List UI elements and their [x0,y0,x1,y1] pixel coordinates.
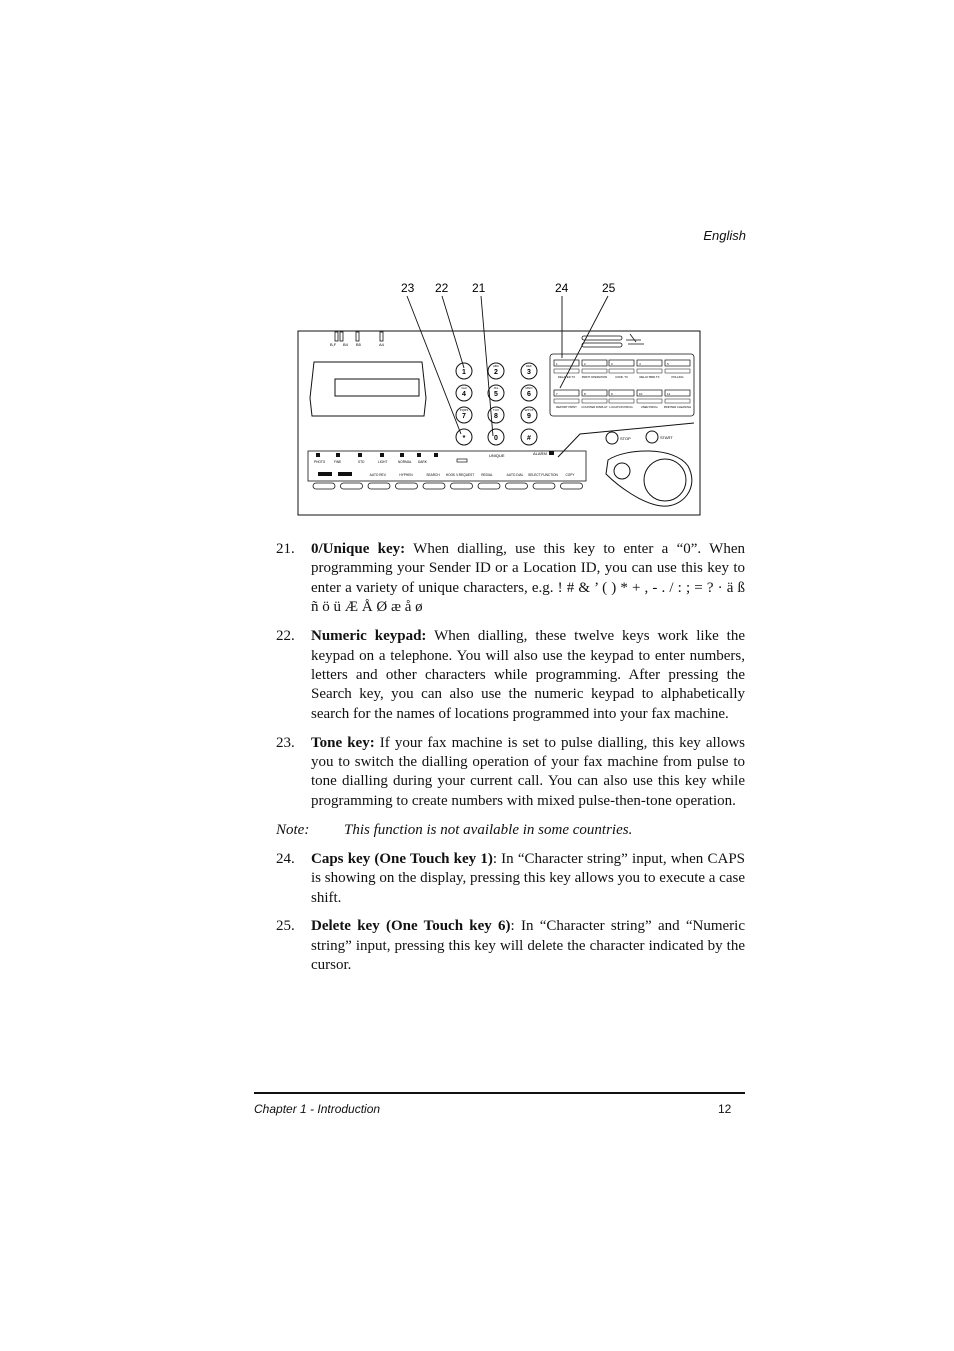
document-feed-roller [644,459,686,501]
numeric-keypad [456,363,537,462]
note [276,821,745,840]
one-touch-key[interactable] [609,390,634,396]
paper-size-indicators [335,332,383,341]
mode-led [417,453,421,457]
one-touch-key-number: 8 [584,392,586,396]
item-text [311,850,745,908]
one-touch-key-number: 2 [584,362,586,366]
lcd-display-housing [310,362,426,416]
one-touch-key-number: 3 [611,362,613,366]
start-label: START [660,435,673,440]
panel-outline [298,331,700,515]
lcd-display-window [335,379,419,396]
note-text: This function is not available in some countries. [344,821,633,838]
list-item-24 [276,850,745,908]
keypad-key-digit: 4 [462,391,466,398]
item-title: Caps key (One Touch key 1) [311,850,493,867]
function-key[interactable] [506,483,528,489]
mode-led [434,453,438,457]
function-key[interactable] [478,483,500,489]
one-touch-label-strip [554,399,579,403]
one-touch-key-number: 4 [639,362,641,366]
stop-button[interactable] [606,432,618,444]
brand-logo [582,334,644,347]
mode-label: LIGHT [378,460,388,464]
keypad-key-digit: 5 [494,391,498,398]
function-key-label: AUTO REV. [369,473,387,477]
footer-chapter: Chapter 1 - Introduction [254,1102,381,1116]
resolution-bar [338,472,352,476]
one-touch-function-label: USER PROG. [640,405,659,409]
function-key-label: SEARCH [426,473,440,477]
list-item-23 [276,734,745,812]
list-item-22 [276,627,745,724]
one-touch-key-number: 7 [556,392,558,396]
mode-led [316,453,320,457]
callout-23: 23 [401,281,415,295]
keypad-key-letters: PQRS [459,408,469,412]
list-item-25 [276,917,745,975]
item-text [311,540,745,618]
mode-label: NORMAL [398,460,412,464]
one-touch-key-number: 10 [639,392,643,396]
item-title: 0/Unique key: [311,541,406,557]
function-key-label: HYPHEN [399,473,413,477]
one-touch-label-strip [665,399,690,403]
one-touch-label-strip [609,399,634,403]
function-key-label: AUTO DIAL [506,473,524,477]
item-text [311,627,745,724]
keypad-key-letters: ABC [492,364,500,368]
footer-page-number: 12 [718,1102,732,1116]
mode-label: PHOTO [314,460,326,464]
resolution-bar [318,472,332,476]
function-key-label: REDIAL [481,473,493,477]
one-touch-key-number: 1 [556,362,558,366]
keypad-key-digit: 1 [462,369,466,376]
one-touch-key[interactable] [609,360,634,366]
keypad-key-digit: 7 [462,413,466,420]
one-touch-key[interactable] [554,360,579,366]
function-key[interactable] [533,483,555,489]
item-number: 25. [276,918,295,935]
keypad-key-digit: 9 [527,413,531,420]
control-panel-diagram [296,276,702,518]
callout-21: 21 [472,281,486,295]
mode-led [336,453,340,457]
item-description: : In “Character string” input, when CAPS is showing on the display, pressing this key allows you to execute a case shift. [311,850,745,906]
item-number: 21. [276,541,295,557]
one-touch-label-strip [637,399,662,403]
one-touch-key[interactable] [582,390,607,396]
keypad-key-letters: TUV [493,408,499,412]
callout-24: 24 [555,281,569,295]
one-touch-function-label: COUNTER DISPLAY [581,405,608,409]
item-text [311,917,745,975]
function-key-label: HOOK V.REQUEST [445,473,475,477]
one-touch-function-label: REPORT PRINT [556,405,577,409]
one-touch-label-strip [554,369,579,373]
one-touch-label-strip [637,369,662,373]
item-number: 23. [276,734,295,751]
function-key[interactable] [396,483,418,489]
item-description: When dialling, these twelve keys work like the keypad on a telephone. You will also use the keypad to enter numbers, letters and other characters while programming. After pressing the Search key, you can also use the numeric keypad to alphabetically search for the names of locations programmed into your fax machine. [311,628,745,722]
keypad-key-digit: # [527,435,531,442]
mode-label: DARK [418,460,427,464]
one-touch-key[interactable] [637,360,662,366]
footer-rule [254,1092,745,1094]
alarm-indicator [549,451,554,455]
mode-led [400,453,404,457]
keypad-key-letters: GHI [461,386,467,390]
function-key[interactable] [341,483,363,489]
item-description: : In “Character string” and “Numeric string” input, pressing this key will delete the character indicated by the cursor. [311,918,745,974]
keypad-key-digit: 0 [494,435,498,442]
one-touch-function-label: CONF. TX [615,375,628,379]
one-touch-function-label: DELAYED TX [557,375,576,379]
stop-label: STOP [620,436,631,441]
mode-led [380,453,384,457]
one-touch-label-strip [665,369,690,373]
keypad-key-letters: JKL [493,386,499,390]
one-touch-function-label: PRINTER CLEANING [663,405,692,409]
item-number: 22. [276,628,295,645]
keypad-key-digit: 3 [527,369,531,376]
item-number: 24. [276,850,295,867]
item-title: Tone key: [311,734,375,751]
keypad-key-digit: * [462,435,466,442]
function-key[interactable] [451,483,473,489]
one-touch-keys [554,360,691,409]
indicator-label-b5: B5 [356,342,361,347]
function-key[interactable] [423,483,445,489]
mode-label: FINE [334,460,342,464]
one-touch-function-label: POLLING [671,375,684,379]
list-item-21 [276,540,745,618]
note-label: Note: [276,821,310,838]
one-touch-function-label: LOCATION PROG. [609,405,634,409]
callout-22: 22 [435,281,449,295]
item-title: Delete key (One Touch key 6) [311,918,511,935]
callout-25: 25 [602,281,616,295]
function-key-label: COPY [565,473,575,477]
alarm-label: ALARM [533,451,547,456]
one-touch-key[interactable] [665,360,690,366]
one-touch-key[interactable] [554,390,579,396]
one-touch-label-strip [582,369,607,373]
function-key[interactable] [561,483,583,489]
fax-control-panel-figure [296,276,702,518]
keypad-key-letters: DEF [526,364,532,368]
item-description: If your fax machine is set to pulse dialling, this key allows you to switch the dialling operation of your fax machine from pulse to tone dialling during your current call. You can also use this key while programming to create numbers with mixed pulse-then-tone operation. [311,734,746,809]
function-key[interactable] [313,483,335,489]
unique-label: UNIQUE [489,453,505,458]
start-button[interactable] [646,431,658,443]
indicator-label-bf: B,F [330,342,337,347]
function-key-label: SELECT FUNCTION [528,473,558,477]
tone-key-icon [457,459,467,462]
keypad-key-digit: 2 [494,369,498,376]
document-feed-knob [614,463,630,479]
keypad-key-digit: 6 [527,391,531,398]
keypad-key-letters: MNO [525,386,533,390]
keypad-key-letters: WXYZ [524,408,534,412]
function-key[interactable] [368,483,390,489]
mode-label: STD [358,460,365,464]
indicator-label-a4: A4 [379,342,384,347]
one-touch-function-label: PRINT OPERATION [581,375,608,379]
one-touch-key[interactable] [582,360,607,366]
item-text [311,734,745,812]
running-header-language: English [703,228,746,243]
keypad-key-digit: 8 [494,413,498,420]
one-touch-key-number: 9 [611,392,613,396]
body-text [276,540,745,985]
one-touch-function-label: RELAY BRD.TX [639,375,660,379]
item-description: When dialling, use this key to enter a “0”. When programming your Sender ID or a Location ID, you can use this key to enter a variety of unique characters, e.g. ! # & ’ ( ) * + , - . / : ; = ? · ä ß ñ ö ü Æ Å Ø æ å ø [311,541,745,616]
one-touch-key-number: 11 [667,392,671,396]
item-title: Numeric keypad: [311,628,427,645]
one-touch-label-strip [582,399,607,403]
one-touch-label-strip [609,369,634,373]
mode-led [358,453,362,457]
indicator-label-b4: B4 [343,342,348,347]
one-touch-key-number: 5 [667,362,669,366]
